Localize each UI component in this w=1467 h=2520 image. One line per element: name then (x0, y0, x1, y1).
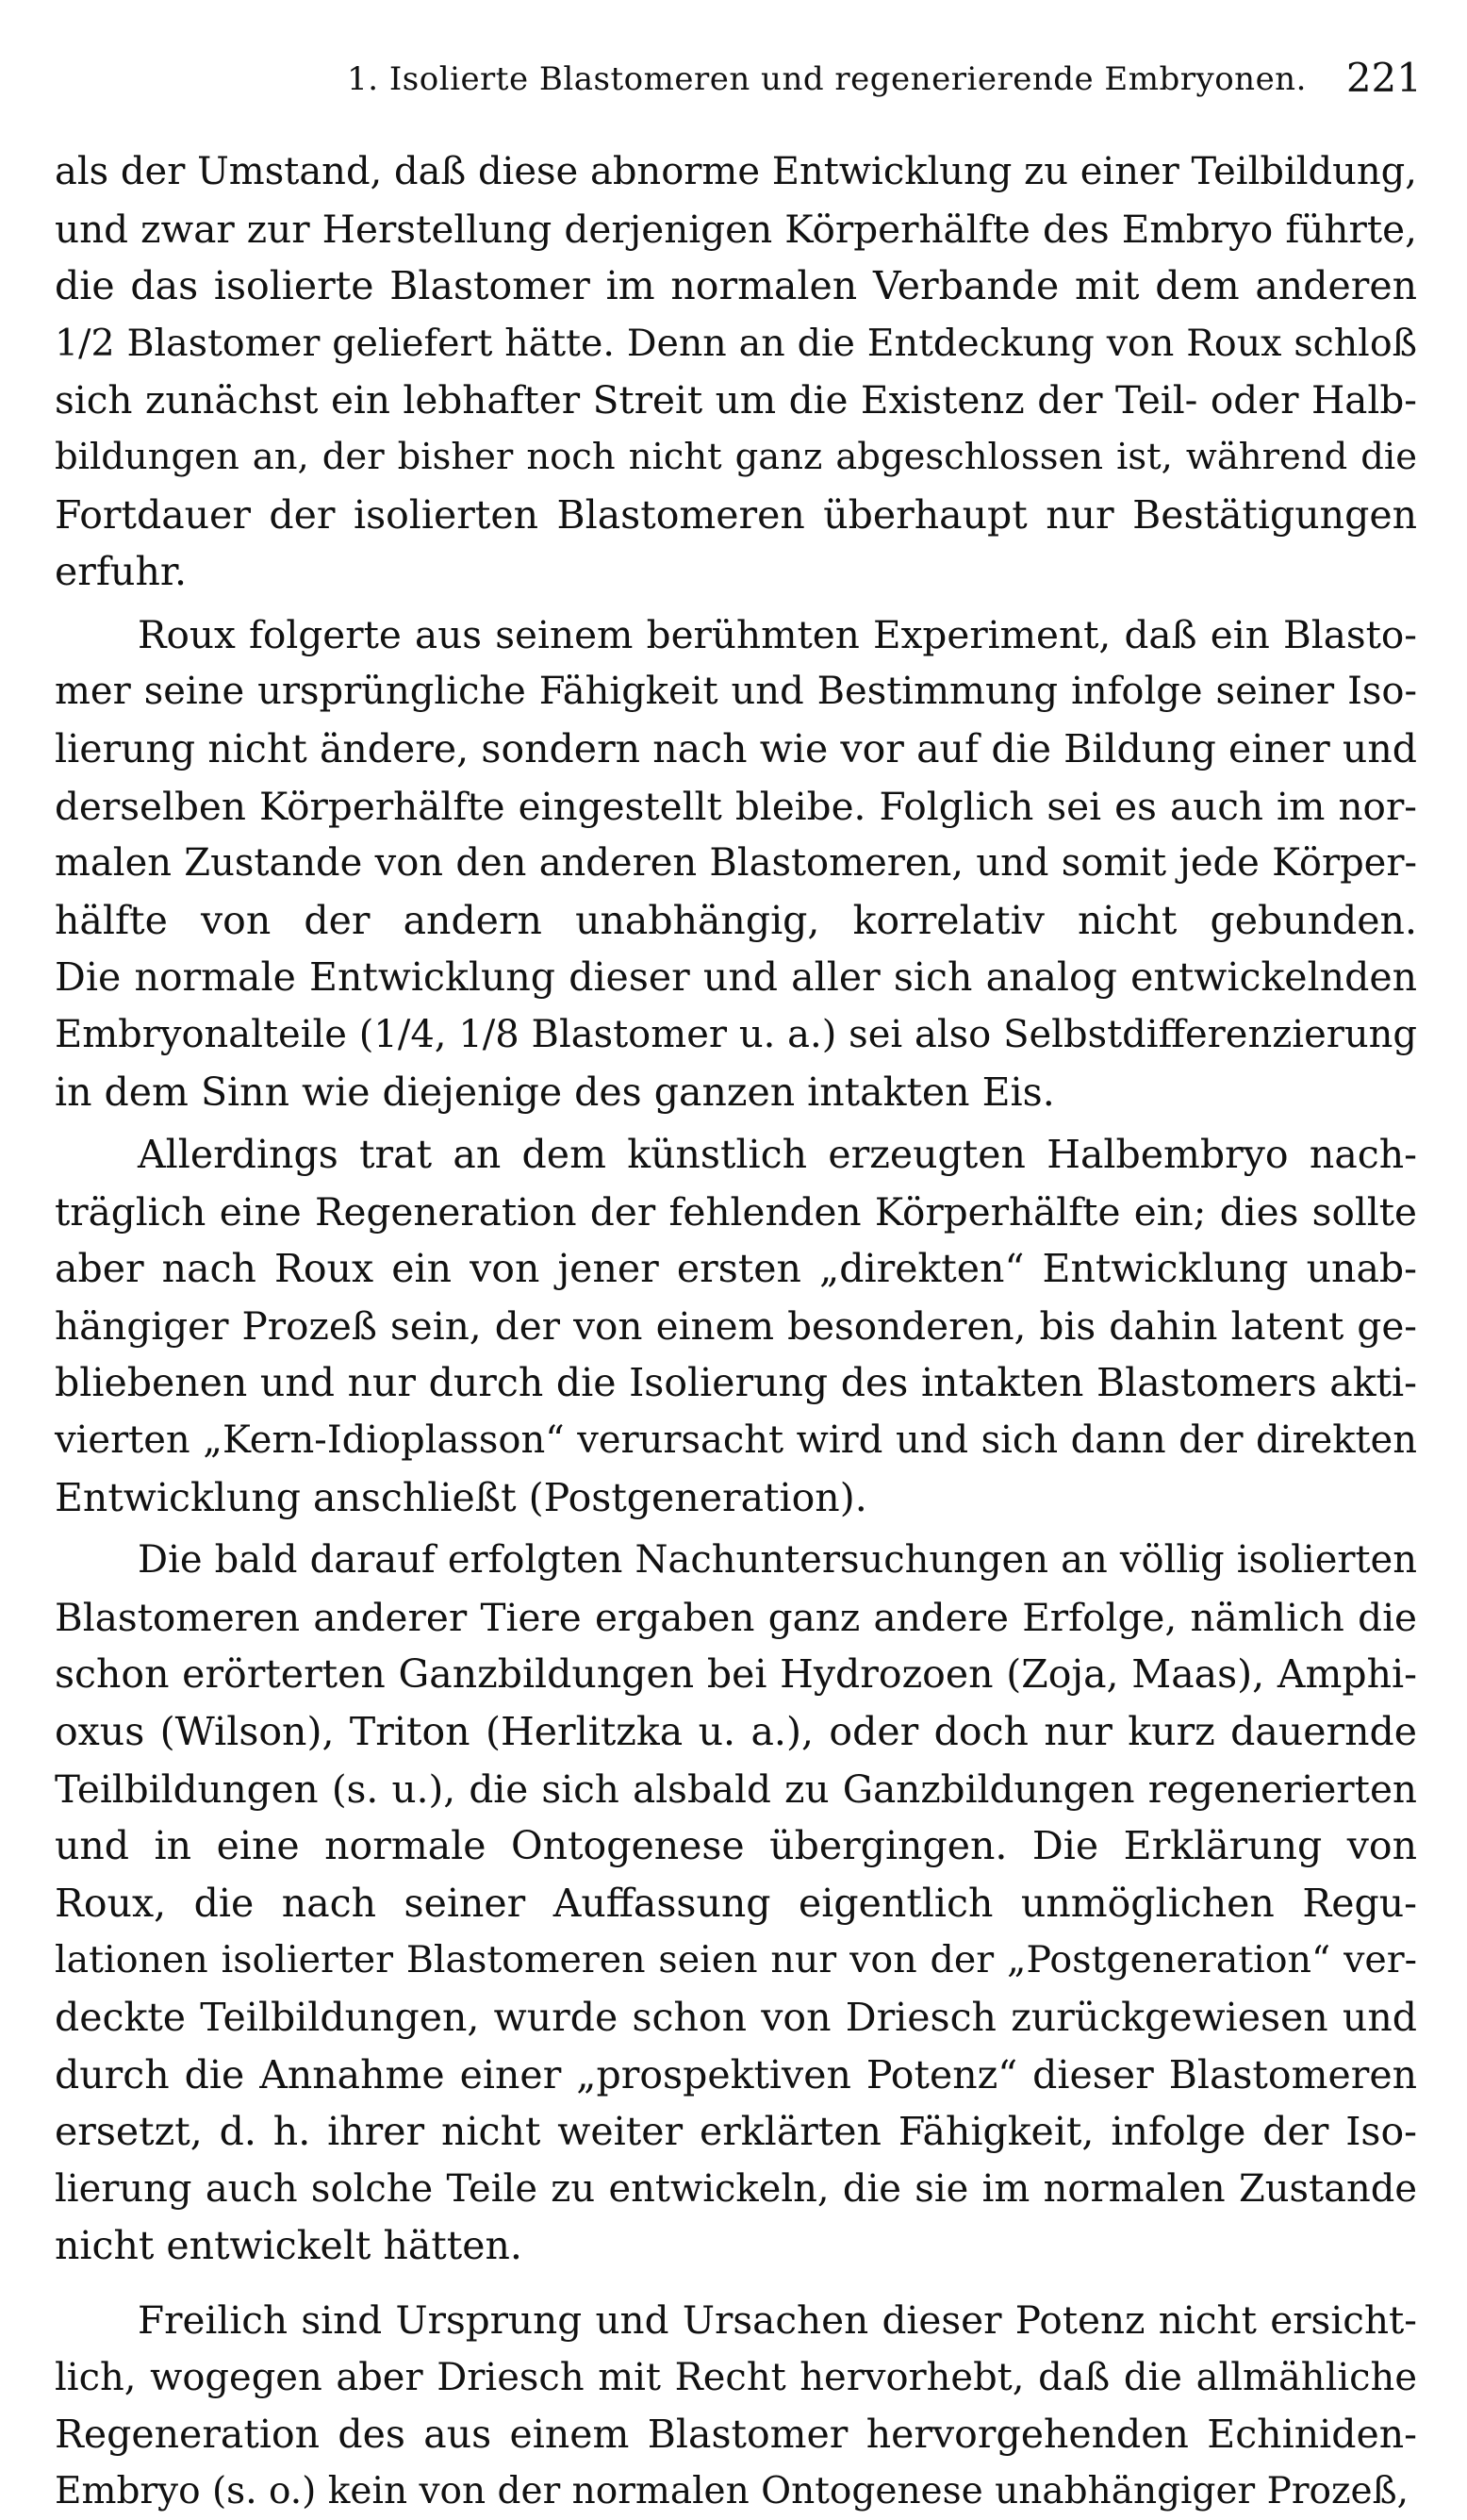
text-line: derselben Körperhälfte eingestellt bleibe. Folglich sei es auch im nor- (55, 783, 1417, 829)
text-line: bliebenen und nur durch die Isolierung des intakten Blastomers akti- (55, 1360, 1417, 1406)
text-line: Die bald darauf erfolgten Nachuntersuchungen an völlig isolierten (138, 1538, 1417, 1583)
text-line: Allerdings trat an dem künstlich erzeugten Halbembryo nach- (138, 1132, 1417, 1178)
text-line: Regeneration des aus einem Blastomer hervorgehenden Echiniden- (55, 2412, 1417, 2458)
text-line: malen Zustande von den anderen Blastomeren, und somit jede Körper- (55, 841, 1417, 886)
text-line: lationen isolierter Blastomeren seien nur von der „Postgeneration“ ver- (55, 1938, 1417, 1982)
text-line: lich, wogegen aber Driesch mit Recht hervorhebt, daß die allmähliche (55, 2355, 1417, 2399)
text-line: Blastomeren anderer Tiere ergaben ganz andere Erfolge, nämlich die (55, 1594, 1417, 1640)
text-line: erfuhr. (55, 549, 187, 595)
paragraph-5 (55, 2292, 1417, 2520)
text-line: bildungen an, der bisher noch nicht ganz abgeschlossen ist, während die (55, 435, 1417, 478)
body-text (55, 143, 1417, 2520)
text-line: mer seine ursprüngliche Fähigkeit und Bestimmung infolge seiner Iso- (55, 670, 1417, 714)
paragraph-2 (55, 606, 1417, 1120)
text-line: aber nach Roux ein von jener ersten „direkten“ Entwicklung unab- (55, 1246, 1417, 1292)
paragraph-1 (55, 143, 1417, 601)
text-line: Roux folgerte aus seinem berühmten Experiment, daß ein Blasto- (138, 611, 1417, 657)
text-line: vierten „Kern-Idioplasson“ verursacht wird und sich dann der direkten (55, 1418, 1417, 1463)
text-line: und zwar zur Herstellung derjenigen Körperhälfte des Embryo führte, (55, 206, 1417, 252)
text-line: Embryonalteile (1/4, 1/8 Blastomer u. a.) sei also Selbstdifferenzierung (55, 1012, 1417, 1056)
text-line: lierung auch solche Teile zu entwickeln, die sie im normalen Zustande (55, 2166, 1417, 2211)
text-line: in dem Sinn wie diejenige des ganzen intakten Eis. (55, 1069, 1055, 1115)
paragraph-4 (55, 1532, 1417, 2275)
text-line: und in eine normale Ontogenese übergingen. Die Erklärung von (55, 1823, 1417, 1869)
text-line: oxus (Wilson), Triton (Herlitzka u. a.), oder doch nur kurz dauernde (55, 1709, 1417, 1755)
page-number: 221 (1345, 55, 1422, 101)
text-line: hälfte von der andern unabhängig, korrelativ nicht gebunden. (55, 897, 1417, 943)
text-line: Die normale Entwicklung dieser und aller sich analog entwickelnden (55, 954, 1417, 1001)
text-line: hängiger Prozeß sein, der von einem besonderen, bis dahin latent ge- (55, 1302, 1417, 1349)
text-line: die das isolierte Blastomer im normalen Verbande mit dem anderen (55, 263, 1417, 309)
text-line: träglich eine Regeneration der fehlenden Körperhälfte ein; dies sollte (55, 1188, 1417, 1235)
text-line: Entwicklung anschließt (Postgeneration). (55, 1474, 867, 1520)
text-line: Teilbildungen (s. u.), die sich alsbald zu Ganzbildungen regenerierten (55, 1766, 1417, 1812)
text-line: deckte Teilbildungen, wurde schon von Driesch zurückgewiesen und (55, 1995, 1417, 2040)
text-line: Roux, die nach seiner Auffassung eigentlich unmöglichen Regu- (55, 1880, 1417, 1926)
text-line: nicht entwickelt hätten. (55, 2223, 522, 2269)
running-title: 1. Isolierte Blastomeren und regenerierende Embryonen. (347, 60, 1307, 98)
text-line: lierung nicht ändere, sondern nach wie vor auf die Bildung einer und (55, 725, 1417, 771)
text-line: durch die Annahme einer „prospektiven Potenz“ dieser Blastomeren (55, 2051, 1417, 2097)
text-line: Freilich sind Ursprung und Ursachen dieser Potenz nicht ersicht- (138, 2296, 1417, 2343)
text-line: schon erörterten Ganzbildungen bei Hydrozoen (Zoja, Maas), Amphi- (55, 1651, 1417, 1698)
text-line: als der Umstand, daß diese abnorme Entwicklung zu einer Teilbildung, (55, 150, 1417, 193)
text-line: Embryo (s. o.) kein von der normalen Ontogenese unabhängiger Prozeß, (55, 2469, 1409, 2512)
running-header (53, 55, 1422, 111)
text-line: sich zunächst ein lebhafter Streit um die Existenz der Teil- oder Halb- (55, 377, 1417, 423)
text-line: 1/2 Blastomer geliefert hätte. Denn an die Entdeckung von Roux schloß (55, 321, 1417, 365)
text-line: ersetzt, d. h. ihrer nicht weiter erklärten Fähigkeit, infolge der Iso- (55, 2109, 1417, 2155)
paragraph-3 (55, 1126, 1417, 1526)
text-line: Fortdauer der isolierten Blastomeren überhaupt nur Bestätigungen (55, 491, 1417, 538)
